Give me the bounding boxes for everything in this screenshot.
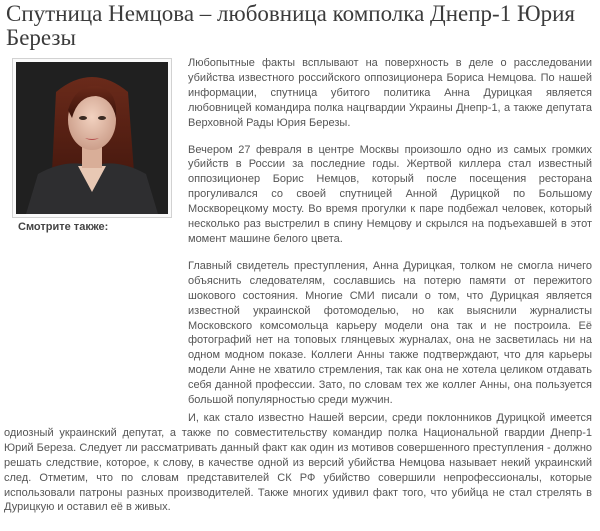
article-paragraph: Главный свидетель преступления, Анна Дурицкая, толком не смогла ничего объяснить следователям, сославшись на потерю памяти от пережитого шокового состояния. Многие СМИ писали о том, что Дурицкая является известной украинской фотомоделью, но как выяснили журналисты Московского комсомольца карьеру модели она так и не построила. Её фотографий нет на топовых глянцевых журналах, она не засветилась ни на одном модном показе. Коллеги Анны также подтверждают, что для карьеры модели Анне не хватило стремления, так как она не хотела целиком отдавать себя данной профессии. Зато, по словам тех же коллег Анны, она пользуется большой популярностью среди мужчин. bbox=[188, 259, 592, 407]
article-body-wide bbox=[4, 411, 592, 527]
wide-paragraph-rest: Следует ли рассматривать данный факт как один из мотивов совершенного преступления - должно решать следствие, которое, к слову, в качестве одной из версий убийства Немцова называет некий украинский след. Отметим, что по словам представителей СК РФ убийство совершили непрофессионалы, которые использовали патроны разных производителей. Также многих удивил факт того, что убийца не стал стрелять в Дурицкую и оставил её в живых. bbox=[4, 441, 593, 514]
article-paragraph: Любопытные факты всплывают на поверхность в деле о расследовании убийства известного российского оппозиционера Бориса Немцова. По нашей информации, спутница убитого политика Анна Дурицкая является любовницей командира полка нацгвардии Украины Днепр-1, а также депутата Верховной Рады Юрия Березы. bbox=[188, 57, 592, 129]
article-photo[interactable] bbox=[16, 62, 168, 214]
article-photo-frame bbox=[12, 58, 172, 218]
see-also-label: Смотрите также: bbox=[18, 221, 109, 233]
article-title: Спутница Немцова – любовница комполка Днепр-1 Юрия Березы bbox=[6, 1, 575, 50]
article-paragraph bbox=[4, 411, 592, 515]
article-body bbox=[188, 56, 592, 420]
portrait-image bbox=[16, 62, 168, 214]
wide-paragraph-first: И, как стало известно Нашей версии, среди поклонников Дурицкой имеется одиозный украинский депутат, а также по совместительству командир полка Национальной гвардии Днепр-1 Юрий Береза. bbox=[4, 412, 592, 454]
article-paragraph: Вечером 27 февраля в центре Москвы произошло одно из самых громких убийств в России за последние годы. Жертвой киллера стал известный оппозиционер Борис Немцов, который после посещения ресторана прогуливался со своей спутницей Анной Дурицкой по Большому Москворецкому мосту. Во время прогулки к паре подбежал человек, который несколько раз выстрелил в спину Немцову и скрылся на подъехавшей в этот момент машине белого цвета. bbox=[188, 143, 592, 245]
